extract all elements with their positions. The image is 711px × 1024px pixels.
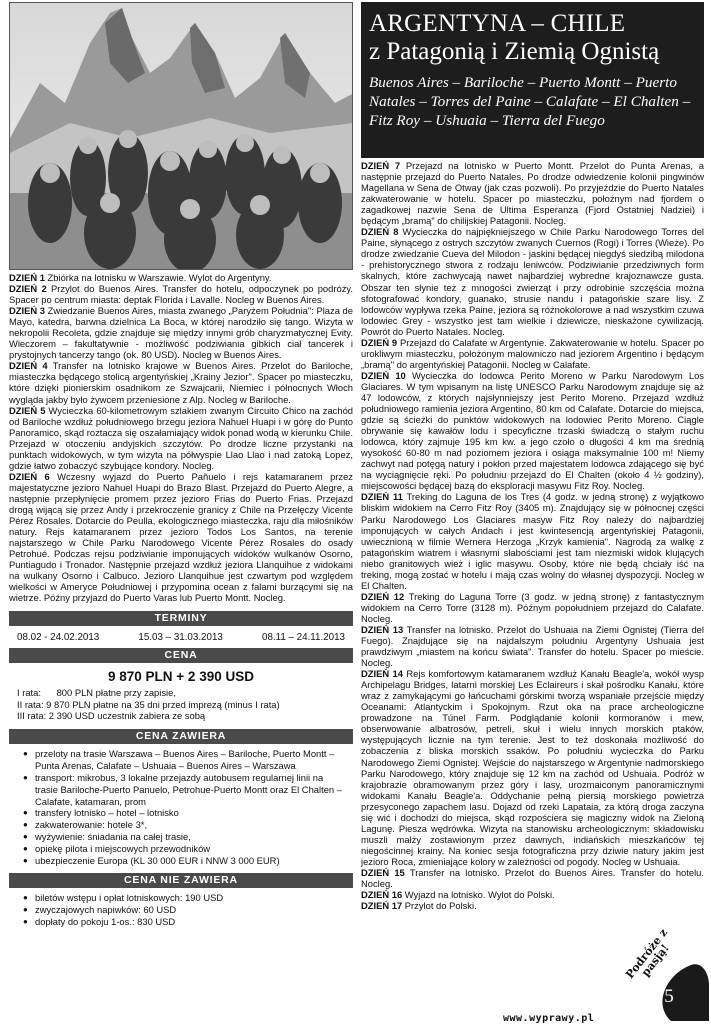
day-label: DZIEŃ 3 [9, 305, 45, 317]
day-text: Przejazd do Calafate w Argentynie. Zakwaterowanie w hotelu. Spacer po urokliwym miasteczku, położonym malowniczo nad jeziorem Argentino i będącym „bramą" do argentyńskiej Patagonii. Nocleg w Calafate. [361, 336, 705, 370]
cena-header: CENA [9, 648, 353, 663]
page-title: ARGENTYNA – CHILE [369, 10, 626, 37]
date-item: 08.02 - 24.02.2013 [17, 632, 100, 644]
day-text: Treking do Laguna de los Tres (4 godz. w jedną stronę) z wyjątkowo bliskim widokiem na Cerro Fitz Roy (3405 m). Znajdujący się w północnej części Parku Narodowego Los Glaciares masyw Fitz Roy należy do najbardziej imponujących w całych Andach i jest kwintesencją argentyńskiej Patagonii, uwiecznioną w filmie Wernera Herzoga „Krzyk kamienia". Nagrodą za walkę z patagońskim wiatrem i własnymi słabościami jest tam niezmiski widok klujących niebo granitowych wież i iglic masywu. Osoby, które nie będą chciały iść na treking, mogą zostać w hotelu i mają czas wolny do własnej dyspozycji. Nocleg w El Chalten. [361, 491, 704, 591]
day-text: Wyjazd na lotnisko. Wylot do Polski. [402, 889, 555, 901]
itinerary-day [361, 370, 704, 492]
day-text: Transfer na lotnisko. Przelot do Buenos Aires. Transfer do hotelu. Nocleg. [361, 867, 704, 890]
page-number: 5 [664, 986, 674, 1007]
rate-line: III rata: 2 390 USD uczestnik zabiera ze sobą [17, 710, 206, 722]
slogan: Podróże z pasją! [623, 926, 672, 982]
list-item: ● transport: mikrobus, 3 lokalne przejazdy autobusem regularnej linii na trasie Bariloche-Puerto Panuelo, Petrohue-Puerto Montt oraz El Chalten – Calafate, katamaran, prom [23, 772, 347, 808]
list-item: ● wyżywienie: śniadania na całej trasie, [23, 831, 347, 843]
day-text: Zbiórka na lotnisku w Warszawie. Wylot do Argentyny. [44, 272, 272, 283]
day-label: DZIEŃ 10 [361, 369, 406, 381]
day-label: DZIEŃ 1 [9, 272, 45, 283]
day-label: DZIEŃ 8 [361, 226, 399, 238]
itinerary-right [361, 160, 704, 911]
itinerary-day [361, 624, 704, 668]
rate-line: II rata: 9 870 PLN płatne na 35 dni przed imprezą (minus I rata) [17, 698, 280, 710]
itinerary-day [9, 360, 353, 404]
list-item: ● przeloty na trasie Warszawa – Buenos Aires – Bariloche, Puerto Montt – Punta Arenas, Calafate – Ushuaia – Buenos Aires – Warszawa [23, 748, 347, 772]
day-label: DZIEŃ 7 [361, 160, 401, 171]
itinerary-day [9, 471, 353, 604]
itinerary-day [361, 867, 704, 889]
itinerary-day [361, 337, 704, 370]
cena-nie-zawiera-header: CENA NIE ZAWIERA [9, 873, 353, 888]
itinerary-day [9, 405, 353, 471]
list-item: ● ubezpieczenie Europa (KL 30 000 EUR i NNW 3 000 EUR) [23, 855, 347, 867]
day-text: Wczesny wyjazd do Puerto Pañuelo i rejs katamaranem przez majestatyczne jezioro Nahuel Huapi do Brazo Blast. Przejazd do Puerto Alegre, a następnie przepłynięcie promem przez jezioro Frias do Puerto Frias. Przejazd drogą wijącą się przez Andy i przekroczenie granicy z Chile na Przełęczy Vicente Pérez Rosales. Dotarcie do Peulla, ekologicznego miasteczka, raju dla miłośników natury. Rejs katamaranem przez jezioro Todos Los Santos, na terenie najstarszego w Chile Parku Narodowego Vicente Pérez Rosales do osady Petrohué. Podczas rejsu podziwianie imponujących widoków wulkanów Osorno, Puntiagudo i Tronador. Następnie przejazd wzdłuż jeziora Llanquihue z widokami na wulkany Osorno i Calbuco. Jezioro Llanquihue jest czwartym pod względem wielkości w Ameryce Południowej i przypomina ocean z falami burzącymi się na wietrze. Późny przyjazd do Puerto Varas lub Puerto Montt. Nocleg. [9, 470, 353, 604]
list-item: ● zakwaterowanie: hotele 3*, [23, 819, 347, 831]
date-item: 15.03 – 31.03.2013 [138, 632, 223, 644]
itinerary-day [361, 160, 704, 226]
cena-zawiera-list [9, 744, 353, 870]
cena-zawiera-header: CENA ZAWIERA [9, 729, 353, 744]
list-item: ● transfery lotnisko – hotel – lotnisko [23, 807, 347, 819]
itinerary-day [361, 226, 704, 336]
rate-line: I rata: 800 PLN płatne przy zapisie, [17, 687, 176, 699]
day-label: DZIEŃ 13 [361, 623, 404, 635]
day-text: Wycieczka do najpiękniejszego w Chile Parku Narodowego Torres del Paine, słynącego z ostrych szczytów zwanych Cuernos (Rogi) i Torres (Wieże). Po drodze zwiedzanie Cueva del Milodon - jaskini będącej niegdyś siedzibą milodona - prehistorycznego stwora z rodzaju leniwców. Podziwianie przedziwnych form skalnych, które zachwycają nawet najbardziej wybredne krajoznawcze gusta. Obszar ten słynie też z mnogości zwierząt i przy odrobinie szczęścia można sfotografować kondory, guanako, strusie nandu i patagońskie szare lisy. Z lodowców wypływa rzeka Paine, jeziora są różnokolorowe a nad wszystkim czuwa lodowiec Grey - wszystko jest tam wielkie i dziewicze, nieskażone cywilizacją. Powrót do Puerto Natales. Nocleg. [361, 226, 704, 337]
day-text: Transfer na lotnisko. Przelot do Ushuaia na Ziemi Ognistej (Tierra del Fuego). Znajdujące się na najdalszym południu Argentyny Ushuaia jest prawdziwym „miastem na końcu świata". Transfer do hotelu. Spacer po mieście. Nocleg. [361, 623, 704, 669]
itinerary-day [361, 889, 704, 900]
day-label: DZIEŃ 9 [361, 336, 398, 348]
day-label: DZIEŃ 14 [361, 668, 403, 680]
day-text: Przejazd na lotnisko w Puerto Montt. Przelot do Punta Arenas, a następnie przejazd do Puerto Natales. Po drodze odwiedzenie kolonii pingwinów Magellana w Sena de Otway (jak czas pozwoli). Po przyjeździe do Puerto Natales zakwaterowanie w hotelu. Spacer po miasteczku, położnym nad fjordem o zagadkowej nazwie Sena de Ultima Esperanza (Fjord Ostatniej Nadziei) i będącym „bramą" do chilijskiej Patagonii. Nocleg. [361, 160, 704, 227]
day-text: Wycieczka 60-kilometrowym szlakiem zwanym Circuito Chico na zachód od Bariloche wzdłuż południowego brzegu jeziora Nahuel Huapi i w górę do Punto Panoramico, skąd roztacza się oszałamiający widok ponad wodą w kierunku Chile. Przejazd w otoczeniu andyjskich szczytów. Po drodze liczne przystanki na punktach widokowych, w tym wizyta na półwyspie Llao Llao i nad zatoką Lopez, gdzie łatwo zobaczyć szybujące kondory. Nocleg. [9, 404, 353, 471]
itinerary-day [361, 900, 704, 911]
itinerary-day [361, 491, 704, 590]
title-box [361, 2, 704, 158]
day-text: Rejs komfortowym katamaranem wzdłuż Kanału Beagle'a, wokół wysp Archipelagu Bridges, latarni morskiej Les Eclaireurs i skał pośrodku Kanału, które wraz z zamykającymi go łańcuchami górskimi tworzą wspaniałe przejście między Oceanami: Atlantyckim i Spokojnym. Rzut oka na prace archeologiczne prowadzone na Túnel Farm. Podglądanie kolonii kormoranów i mew, obserwowanie albatrosów, petreli, skuł i wielu innych morskich ptaków, występujących licznie na tym terenie. Jest to też doskonała możliwość do zobaczenia z bliska morskich ssaków. Po południu wycieczka do Parku Narodowego Ziemi Ognistej. Wejście do najstarszego w Argentynie nadmorskiego Parku Narodowego, który znajduje się 12 km na zachód od Ushuaia. Podróż w krajobrazie obramowanym przez góry i lasy, urozmaiconym panoramicznymi widokami Kanału Beagle'a. Oddychanie pełną piersią morskiego powietrza przesyconego zapachem lasu. Dojazd od rzeki Lapataia, za którą droga zaczyna się wić i dochodzi do miejsca, skąd rozpościera się magiczny widok na Zieloną Lagunę. Piesza wędrówka. Wizyta na stanowisku archeologicznym: składowisku muszli małży zostawionym przez dawnych, indiańskich mieszkańców tej niegościnnej krainy. Na koniec sesja fotograficzna przy dziwie natury jakim jest jezioro Roca, zmieniające kolory w zależności od pogody. Nocleg w Ushuaia. [361, 668, 704, 867]
route-list: Buenos Aires – Bariloche – Puerto Montt – Puerto Natales – Torres del Paine – Calafate – El Chalten – Fitz Roy – Ushuaia – Tierra del Fuego [369, 74, 691, 129]
day-text: Zwiedzanie Buenos Aires, miasta zwanego „Paryżem Południa": Plaza de Mayo, katedra, barwna dzielnica La Boca, w której narodziło się tango. Wizyta w nekropolii Recoleta, gdzie znajduje się między innymi grób charyzmatycznej Evity. Wieczorem – fakultatywnie - możliwość podziwiania gibkich ciał tancerek i prystojnych tancerzy tango (ok. 80 USD). Nocleg w Buenos Aires. [9, 305, 353, 361]
group-photo [9, 2, 353, 270]
list-item: ● dopłaty do pokoju 1-os.: 830 USD [23, 916, 347, 928]
price: 9 870 PLN + 2 390 USD [108, 669, 254, 685]
payment-rates [9, 687, 353, 726]
day-label: DZIEŃ 17 [361, 900, 403, 912]
terminy-header: TERMINY [9, 611, 353, 626]
day-text: Wycieczka do lodowca Perito Moreno w Parku Narodowym Los Glaciares. W tym wpisanym na listę UNESCO Parku Narodowym znajduje się aż 47 lodowców, z których najsłynniejszy jest Perito Moreno. Przejazd wzdłuż południowego ramienia jeziora Argentino, 80 km od Calafate. Dotarcie do miejsca, gdzie są ścieżki do punktów widokowych na lodowiec Perito Moreno. Ciągle obrywanie się kawałów lodu i specyficzne trzaski świadczą o stałym ruchu lodowca, który zajmuje 195 km kw. a jego czoło o długości 4 km ma średnią wysokość 60-80 m nad poziomem jeziora i osiąga maksymalnie 100 m! Niemy zachwyt nad potęgą natury i pokłon przed majestatem lodowca zdającego się być na wyciągnięcie ręki. Po południu przejazd do El Chalten (około 4 ½ godziny), miejscowości będącej bazą do eksploracji masywu Fitz Roy. Nocleg. [361, 369, 704, 492]
day-label: DZIEŃ 2 [9, 283, 47, 295]
day-text: Przylot do Buenos Aires. Transfer do hotelu, odpoczynek po podróży. Spacer po centrum miasta: deptak Florida i Lavalle. Nocleg w Buenos Aires. [9, 283, 353, 306]
day-label: DZIEŃ 11 [361, 491, 403, 503]
itinerary-day [9, 272, 353, 283]
itinerary-day [361, 591, 704, 624]
terminy-dates [9, 626, 353, 645]
mountain-group-illustration [10, 3, 353, 270]
day-label: DZIEŃ 12 [361, 590, 405, 602]
website-link[interactable]: www.wyprawy.pl [503, 1013, 595, 1024]
day-label: DZIEŃ 16 [361, 889, 403, 901]
day-label: DZIEŃ 5 [9, 404, 46, 416]
date-item: 08.11 – 24.11.2013 [262, 632, 345, 644]
itinerary-day [9, 305, 353, 360]
left-column [9, 272, 353, 931]
list-item: ● biletów wstępu i opłat lotniskowych: 190 USD [23, 892, 347, 904]
day-text: Treking do Laguna Torre (3 godz. w jedną stronę) z fantastycznym widokiem na Cerro Torre (3128 m). Późnym popołudniem przejazd do Calafate. Nocleg. [361, 590, 704, 624]
itinerary-day [361, 668, 704, 867]
day-label: DZIEŃ 15 [361, 867, 405, 878]
page-subtitle: z Patagonią i Ziemią Ognistą [369, 38, 660, 65]
itinerary-left [9, 272, 353, 603]
list-item: ● opiekę pilota i miejscowych przewodników [23, 843, 347, 855]
cena-nie-zawiera-list [9, 888, 353, 931]
day-text: Transfer na lotnisko krajowe w Buenos Aires. Przelot do Bariloche, miasteczka będącego stolicą argentyńskiej „Krainy Jezior". Spacer po miasteczku, które dzięki pionierskim osadnikom ze Szwajcarii, Niemiec i północnych Włoch wygląda jakby było żywcem przeniesione z Alp. Nocleg w Bariloche. [9, 360, 353, 405]
list-item: ● zwyczajowych napiwków: 60 USD [23, 904, 347, 916]
itinerary-day [9, 283, 353, 305]
day-label: DZIEŃ 4 [9, 360, 48, 372]
right-column [361, 160, 704, 911]
day-label: DZIEŃ 6 [9, 470, 50, 482]
day-text: Przylot do Polski. [402, 900, 477, 912]
